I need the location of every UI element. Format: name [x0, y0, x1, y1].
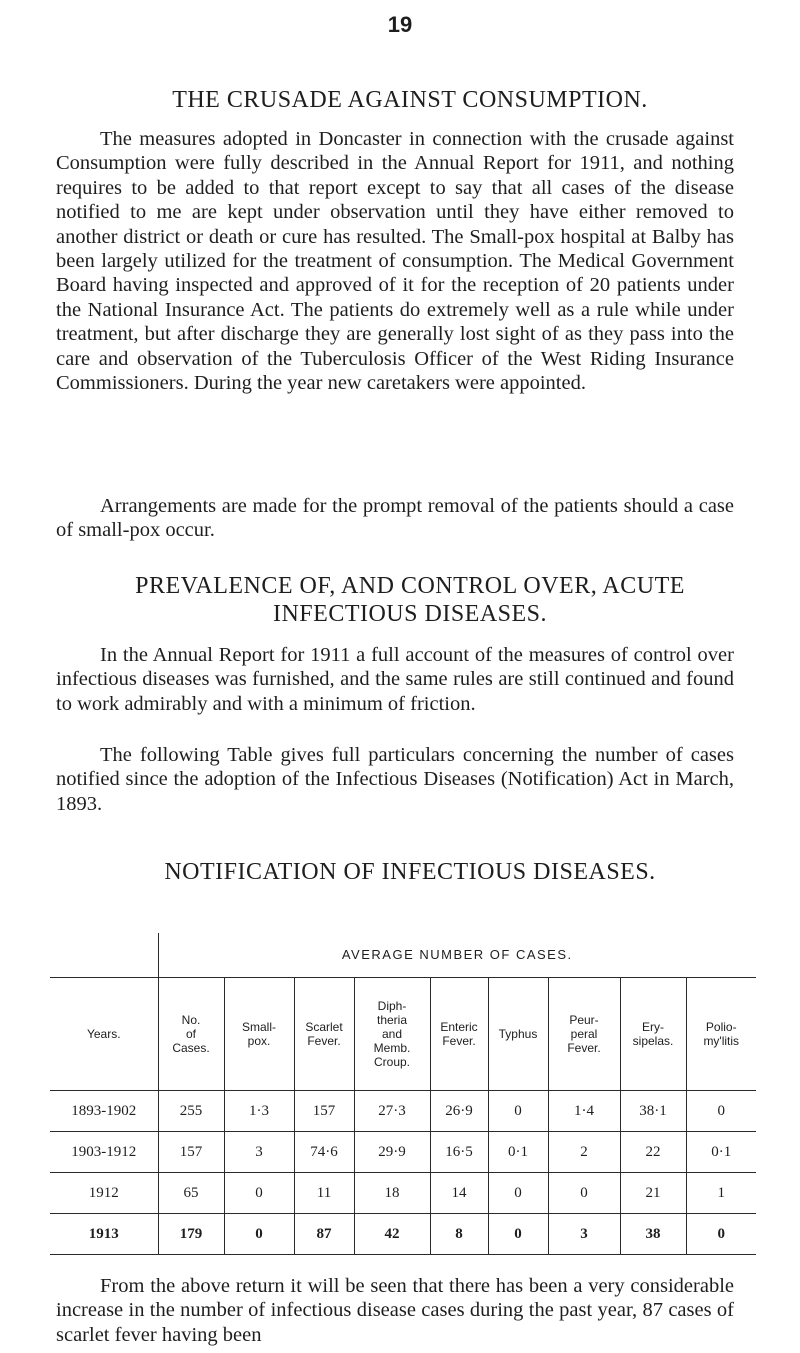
header-puerperal-fever: [548, 978, 620, 1091]
header-text: of: [185, 1027, 196, 1041]
header-text: Croup.: [373, 1055, 411, 1069]
header-text: Cases.: [172, 1041, 210, 1055]
cell-cases: 255: [158, 1091, 224, 1132]
cell-polio: 0·1: [686, 1132, 756, 1173]
section-title-line-1: PREVALENCE OF, AND CONTROL OVER, ACUTE: [135, 573, 685, 599]
cell-enteric: 16·5: [430, 1132, 488, 1173]
cell-erysipelas: 22: [620, 1132, 686, 1173]
table-corner-cell: [50, 933, 158, 978]
header-text: peral: [570, 1027, 598, 1041]
smallpox-removal-paragraph: Arrangements are made for the prompt removal of the patients should a case of small-pox occur.: [56, 495, 734, 542]
header-text: and: [381, 1027, 403, 1041]
closing-paragraph: From the above return it will be seen that there has been a very considerable increase in the number of infectious disease cases during the past year, 87 cases of scarlet fever having been: [56, 1275, 734, 1346]
cell-cases: 179: [158, 1214, 224, 1255]
header-text: Peur-: [569, 1013, 599, 1027]
section-title-consumption: THE CRUSADE AGAINST CONSUMPTION.: [172, 87, 648, 113]
header-years-text: Years.: [86, 1027, 121, 1041]
table-intro-paragraph: The following Table gives full particulars concerning the number of cases notified since the adoption of the Infectious Diseases (Notification) Act in March, 1893.: [56, 744, 734, 815]
control-measures-paragraph: In the Annual Report for 1911 a full account of the measures of control over infectious diseases was furnished, and the same rules are still continued and found to work admirably and with a minimum of friction.: [56, 644, 734, 715]
header-scarlet-fever: [294, 978, 354, 1091]
cell-puerperal: 0: [548, 1173, 620, 1214]
header-text: pox.: [247, 1034, 271, 1048]
header-text: sipelas.: [632, 1034, 674, 1048]
notification-table: [50, 933, 756, 1255]
table-row: [50, 1091, 756, 1132]
cell-polio: 0: [686, 1214, 756, 1255]
header-text: No.: [181, 1013, 201, 1027]
header-text: my'litis: [703, 1034, 740, 1048]
cell-scarlet: 74·6: [294, 1132, 354, 1173]
cell-typhus: 0: [488, 1173, 548, 1214]
cell-year: 1893-1902: [50, 1091, 158, 1132]
cell-polio: 1: [686, 1173, 756, 1214]
header-text: Polio-: [705, 1020, 737, 1034]
page-number: 19: [387, 12, 413, 37]
section-title-prevalence: [50, 572, 770, 628]
cell-diphtheria: 42: [354, 1214, 430, 1255]
header-cases: [158, 978, 224, 1091]
header-text: Typhus: [498, 1027, 538, 1041]
consumption-paragraph: The measures adopted in Doncaster in connection with the crusade against Consumption were fully described in the Annual Report for 1911, and nothing requires to be added to that report except to say that all cases of the disease notified to me are kept under observation until they have either removed to another district or death or cure has resulted. The Small-pox hospital at Balby has been largely utilized for the treatment of consumption. The Medical Government Board having inspected and approved of it for the reception of 20 patients under the National Insurance Act. The patients do extremely well as a rule while under treatment, but after discharge they are generally lost sight of as they pass into the care and observation of the Tuberculosis Officer of the West Riding Insurance Commissioners. During the year new caretakers were appointed.: [56, 128, 734, 395]
cell-smallpox: 0: [224, 1173, 294, 1214]
table-group-header-row: [50, 933, 756, 978]
table-row: [50, 1214, 756, 1255]
cell-year: 1913: [50, 1214, 158, 1255]
cell-enteric: 26·9: [430, 1091, 488, 1132]
header-text: Enteric: [440, 1020, 478, 1034]
table-column-header-row: [50, 978, 756, 1091]
header-typhus: [488, 978, 548, 1091]
header-text: Memb.: [373, 1041, 411, 1055]
cell-scarlet: 11: [294, 1173, 354, 1214]
average-number-header: AVERAGE NUMBER OF CASES.: [158, 933, 756, 978]
header-text: Fever.: [307, 1034, 341, 1048]
cell-erysipelas: 21: [620, 1173, 686, 1214]
header-text: Fever.: [442, 1034, 476, 1048]
header-text: Ery-: [642, 1020, 664, 1034]
cell-typhus: 0: [488, 1091, 548, 1132]
cell-typhus: 0·1: [488, 1132, 548, 1173]
cell-diphtheria: 18: [354, 1173, 430, 1214]
cell-erysipelas: 38: [620, 1214, 686, 1255]
cell-year: 1912: [50, 1173, 158, 1214]
cell-diphtheria: 29·9: [354, 1132, 430, 1173]
table-row: [50, 1173, 756, 1214]
cell-smallpox: 0: [224, 1214, 294, 1255]
header-text: Diph-: [377, 999, 407, 1013]
header-smallpox: [224, 978, 294, 1091]
table-row: [50, 1132, 756, 1173]
cell-scarlet: 157: [294, 1091, 354, 1132]
header-erysipelas: [620, 978, 686, 1091]
cell-diphtheria: 27·3: [354, 1091, 430, 1132]
header-text: Small-: [241, 1020, 276, 1034]
cell-typhus: 0: [488, 1214, 548, 1255]
header-diphtheria: [354, 978, 430, 1091]
cell-erysipelas: 38·1: [620, 1091, 686, 1132]
header-text: theria: [376, 1013, 408, 1027]
cell-polio: 0: [686, 1091, 756, 1132]
cell-puerperal: 3: [548, 1214, 620, 1255]
cell-smallpox: 3: [224, 1132, 294, 1173]
cell-puerperal: 2: [548, 1132, 620, 1173]
cell-enteric: 8: [430, 1214, 488, 1255]
table-title: NOTIFICATION OF INFECTIOUS DISEASES.: [164, 859, 656, 885]
header-years: [50, 978, 158, 1091]
cell-year: 1903-1912: [50, 1132, 158, 1173]
header-text: Fever.: [567, 1041, 601, 1055]
cell-smallpox: 1·3: [224, 1091, 294, 1132]
header-poliomyelitis: [686, 978, 756, 1091]
cell-enteric: 14: [430, 1173, 488, 1214]
cell-cases: 65: [158, 1173, 224, 1214]
cell-cases: 157: [158, 1132, 224, 1173]
header-text: Scarlet: [305, 1020, 343, 1034]
cell-puerperal: 1·4: [548, 1091, 620, 1132]
section-title-line-2: INFECTIOUS DISEASES.: [272, 601, 548, 627]
cell-scarlet: 87: [294, 1214, 354, 1255]
header-enteric-fever: [430, 978, 488, 1091]
